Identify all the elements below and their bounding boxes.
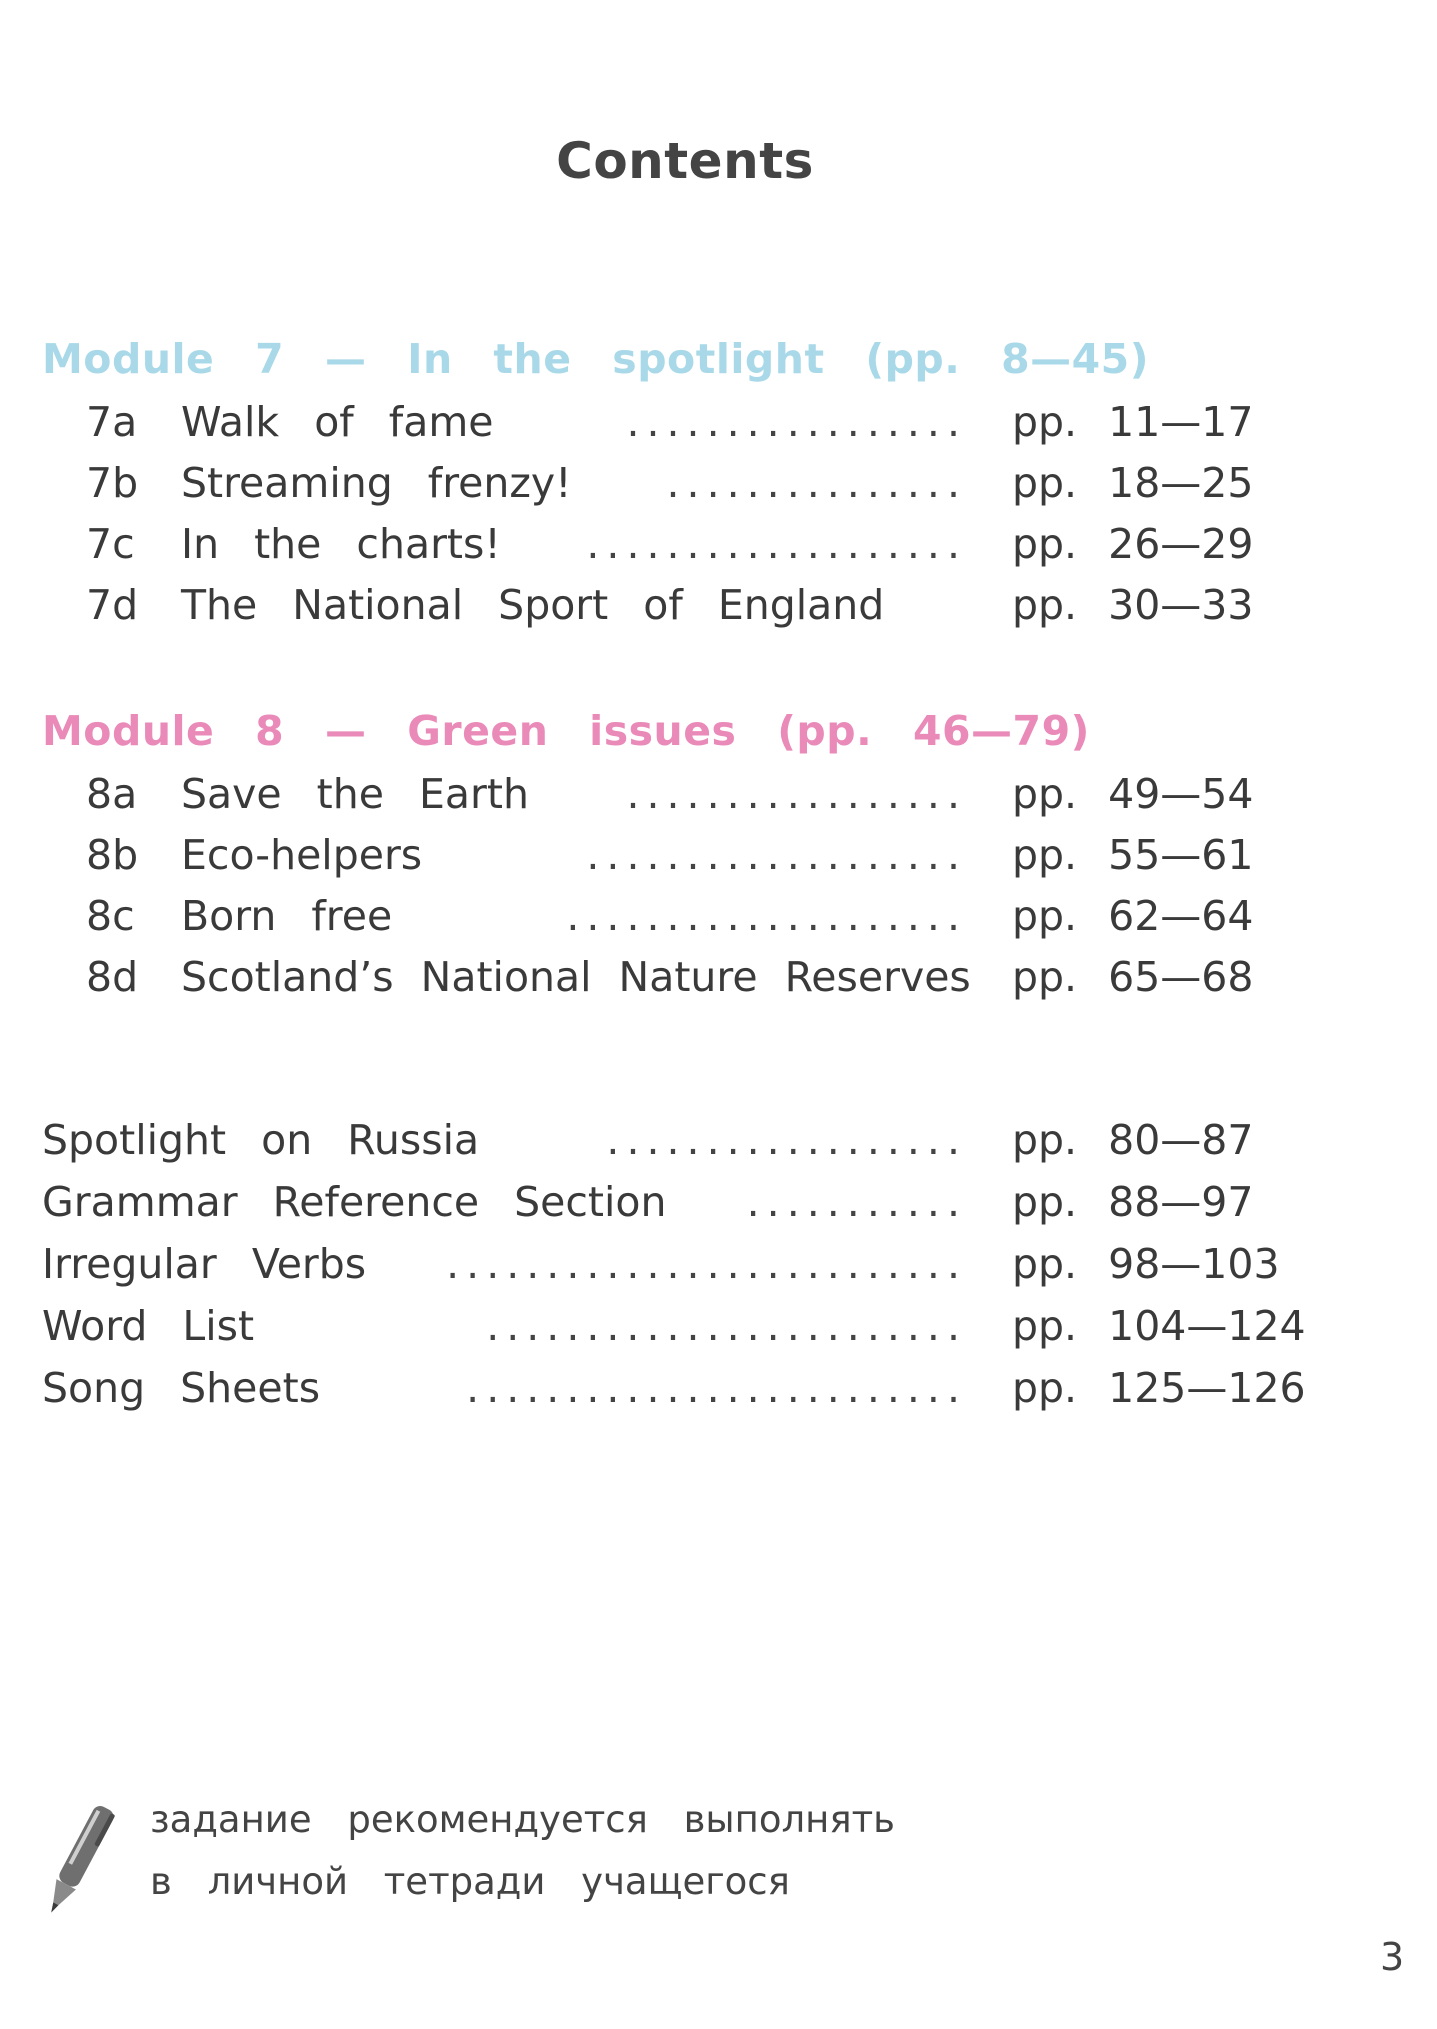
toc-row-song-sheets[interactable] [0, 1364, 1437, 1426]
toc-pages: pp. 11—17 [1012, 398, 1254, 446]
toc-leader: ......................... [466, 1364, 967, 1412]
toc-title: Born free [181, 892, 393, 940]
toc-title: Grammar Reference Section [42, 1178, 667, 1226]
toc-title: Walk of fame [181, 398, 494, 446]
module-7-heading: Module 7 — In the spotlight (pp. 8—45) [42, 335, 1149, 383]
toc-leader: .................... [566, 892, 967, 940]
toc-row-7c[interactable] [0, 520, 1437, 582]
toc-leader: .......................... [446, 1240, 967, 1288]
toc-row-8d[interactable] [0, 953, 1437, 1015]
toc-pages: pp. 26—29 [1012, 520, 1254, 568]
toc-pages: pp. 104—124 [1012, 1302, 1306, 1350]
toc-leader: ................. [626, 770, 967, 818]
toc-pages: pp. 30—33 [1012, 581, 1254, 629]
toc-pages: pp. 18—25 [1012, 459, 1254, 507]
toc-row-grammar-reference[interactable] [0, 1178, 1437, 1240]
page-number: 3 [1380, 1935, 1405, 1979]
toc-code: 7a [86, 398, 138, 446]
toc-pages: pp. 55—61 [1012, 831, 1254, 879]
toc-leader: ........... [746, 1178, 967, 1226]
toc-code: 7d [86, 581, 139, 629]
toc-leader: ........................ [486, 1302, 967, 1350]
toc-title: Word List [42, 1302, 255, 1350]
toc-row-8c[interactable] [0, 892, 1437, 954]
toc-row-spotlight-on-russia[interactable] [0, 1116, 1437, 1178]
toc-title: In the charts! [181, 520, 501, 568]
footer-note-line-2: в личной тетради учащегося [150, 1860, 790, 1903]
toc-pages: pp. 65—68 [1012, 953, 1254, 1001]
page-title: Contents [556, 132, 814, 190]
toc-leader: ................... [586, 520, 967, 568]
toc-row-7a[interactable] [0, 398, 1437, 460]
toc-row-7b[interactable] [0, 459, 1437, 521]
toc-row-irregular-verbs[interactable] [0, 1240, 1437, 1302]
toc-title: Eco-helpers [181, 831, 423, 879]
toc-pages: pp. 80—87 [1012, 1116, 1254, 1164]
toc-leader: ................. [626, 398, 967, 446]
toc-row-8a[interactable] [0, 770, 1437, 832]
toc-code: 7c [86, 520, 135, 568]
toc-code: 8b [86, 831, 139, 879]
footer-note-line-1: задание рекомендуется выполнять [150, 1798, 895, 1841]
pen-icon [38, 1795, 118, 1925]
toc-row-8b[interactable] [0, 831, 1437, 893]
toc-code: 8c [86, 892, 135, 940]
toc-pages: pp. 98—103 [1012, 1240, 1280, 1288]
toc-title: Song Sheets [42, 1364, 321, 1412]
toc-title: Save the Earth [181, 770, 529, 818]
toc-pages: pp. 62—64 [1012, 892, 1254, 940]
toc-pages: pp. 88—97 [1012, 1178, 1254, 1226]
toc-title: Streaming frenzy! [181, 459, 572, 507]
toc-pages: pp. 49—54 [1012, 770, 1254, 818]
toc-row-word-list[interactable] [0, 1302, 1437, 1364]
toc-leader: ............... [666, 459, 967, 507]
toc-code: 8a [86, 770, 138, 818]
toc-code: 7b [86, 459, 139, 507]
toc-title: Spotlight on Russia [42, 1116, 480, 1164]
toc-leader: ................... [586, 831, 967, 879]
toc-title: The National Sport of England [181, 581, 885, 629]
toc-title: Scotland’s National Nature Reserves [181, 953, 971, 1001]
toc-row-7d[interactable] [0, 581, 1437, 643]
toc-leader: .................. [606, 1116, 967, 1164]
toc-title: Irregular Verbs [42, 1240, 367, 1288]
toc-code: 8d [86, 953, 139, 1001]
module-8-heading: Module 8 — Green issues (pp. 46—79) [42, 707, 1090, 755]
toc-pages: pp. 125—126 [1012, 1364, 1306, 1412]
